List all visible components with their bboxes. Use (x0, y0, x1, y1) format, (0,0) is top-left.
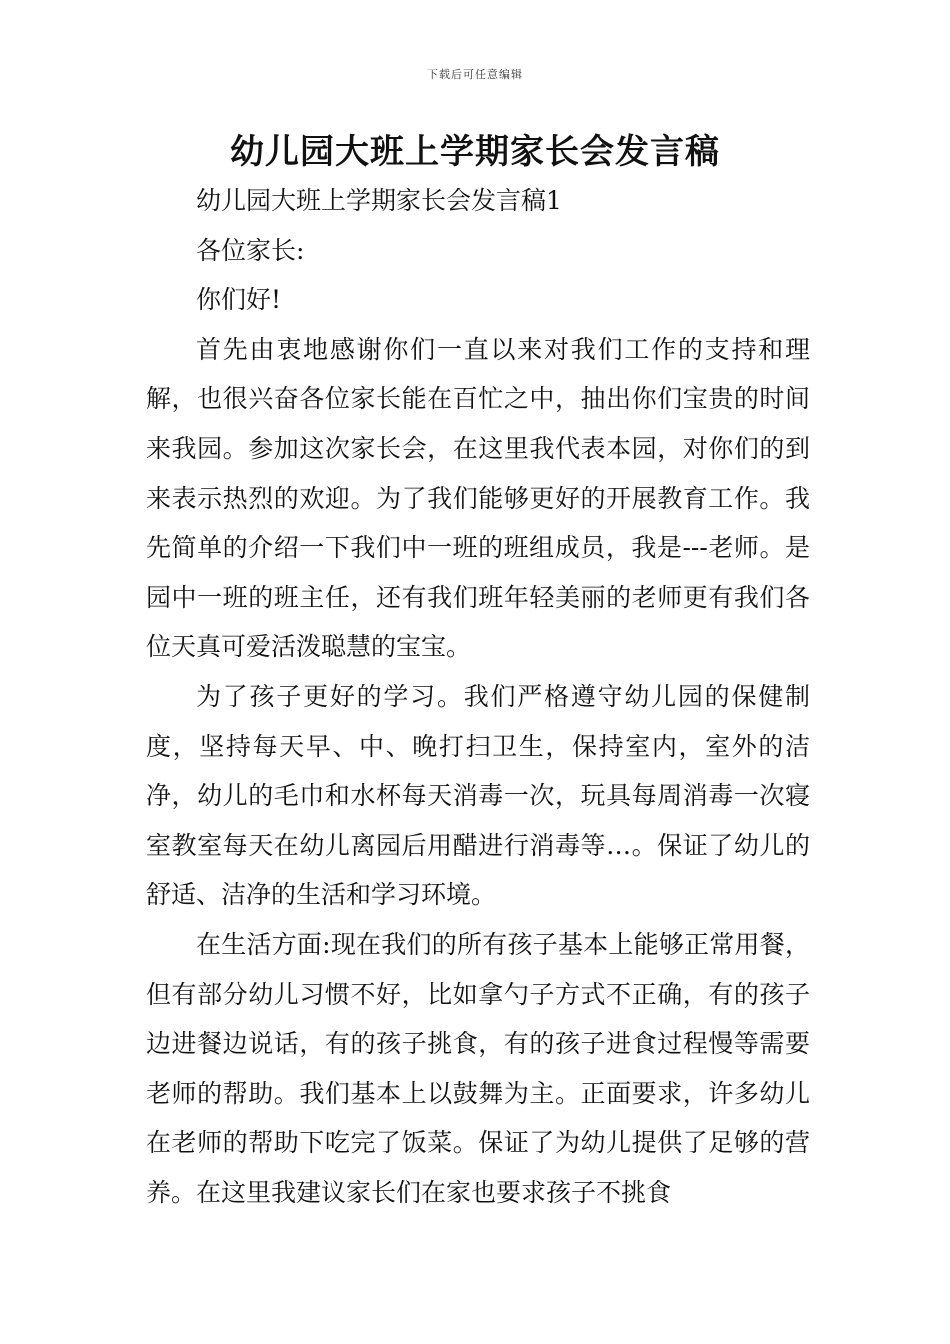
salutation-paragraph: 各位家长: (196, 235, 305, 265)
body-paragraph: 为了孩子更好的学习。我们严格遵守幼儿园的保健制度，坚持每天早、中、晚打扫卫生，保持室内，室外的洁净，幼儿的毛巾和水杯每天消毒一次，玩具每周消毒一次寝室教室每天在幼儿离园后用醋进行消毒等…。保证了幼儿的舒适、洁净的生活和学习环境。 (146, 681, 810, 910)
body-paragraph: 在生活方面:现在我们的所有孩子基本上能够正常用餐，但有部分幼儿习惯不好，比如拿勺子方式不正确，有的孩子边进餐边说话，有的孩子挑食，有的孩子进食过程慢等需要老师的帮助。我们基本上以鼓舞为主。正面要求，许多幼儿在老师的帮助下吃完了饭菜。保证了为幼儿提供了足够的营养。在这里我建议家长们在家也要求孩子不挑食 (146, 929, 810, 1207)
body-paragraph: 首先由衷地感谢你们一直以来对我们工作的支持和理解，也很兴奋各位家长能在百忙之中，抽出你们宝贵的时间来我园。参加这次家长会，在这里我代表本园，对你们的到来表示热烈的欢迎。为了我们能够更好的开展教育工作。我先简单的介绍一下我们中一班的班组成员，我是---老师。是园中一班的班主任，还有我们班年轻美丽的老师更有我们各位天真可爱活泼聪慧的宝宝。 (146, 334, 810, 662)
header-note: 下载后可任意编辑 (427, 68, 523, 81)
document-title: 幼儿园大班上学期家长会发言稿 (230, 132, 720, 172)
greeting-paragraph: 你们好! (196, 285, 282, 315)
subtitle-paragraph: 幼儿园大班上学期家长会发言稿1 (196, 186, 562, 215)
document-body (146, 176, 810, 1217)
